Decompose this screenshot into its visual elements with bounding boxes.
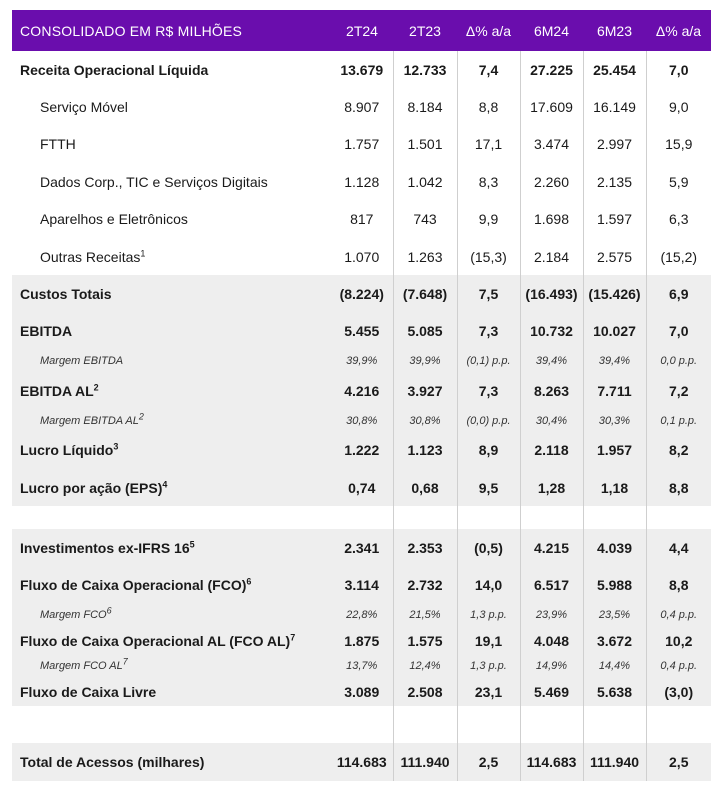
cell: 1,3 p.p. — [457, 604, 520, 626]
cell: 13.679 — [340, 61, 384, 78]
cell: 7,3 — [457, 372, 520, 409]
cell: 0,1 p.p. — [646, 410, 711, 432]
row-margem-fco — [12, 604, 711, 626]
cell: 23,1 — [457, 677, 520, 706]
spacer-cell — [520, 506, 583, 529]
cell: (8.224) — [331, 275, 393, 312]
spacer-cell — [393, 706, 457, 743]
cell: 5.988 — [583, 567, 646, 604]
cell: 1.123 — [393, 432, 457, 469]
row-label: Lucro Líquido$^3$ — [12, 432, 331, 469]
cell: 1.263 — [393, 238, 457, 275]
cell: 12,4% — [393, 655, 457, 677]
cell: 1.597 — [583, 201, 646, 238]
cell: (0,5) — [457, 529, 520, 566]
cell: 1.070 — [344, 248, 380, 265]
cell: 3.089 — [331, 677, 393, 706]
cell: 5.455 — [331, 313, 393, 350]
header-col-2t23: 2T23 — [393, 10, 457, 51]
row-label: Fluxo de Caixa Livre — [12, 677, 331, 706]
header-label: CONSOLIDADO EM R$ MILHÕES — [12, 10, 331, 51]
cell: 8.184 — [393, 88, 457, 125]
row-label: FTTH — [40, 136, 76, 153]
cell: 2.575 — [583, 238, 646, 275]
cell: 8,2 — [646, 432, 711, 469]
row-label: Dados Corp., TIC e Serviços Digitais — [40, 173, 268, 190]
cell: 0,4 p.p. — [646, 604, 711, 626]
spacer-cell — [583, 506, 646, 529]
cell: 39,9% — [393, 350, 457, 372]
cell: 2.260 — [520, 163, 583, 200]
row-label: Margem EBITDA — [12, 350, 331, 372]
cell: 14,4% — [583, 655, 646, 677]
spacer-cell — [520, 706, 583, 743]
cell: 8.263 — [520, 372, 583, 409]
row-label: EBITDA — [12, 313, 331, 350]
cell: 8.907 — [344, 99, 380, 116]
row-label: Custos Totais — [12, 275, 331, 312]
spacer-cell — [646, 706, 711, 743]
cell: 25.454 — [583, 51, 646, 88]
row-dados-corp — [12, 163, 711, 200]
row-label: Serviço Móvel — [40, 99, 128, 116]
cell: 8,8 — [646, 567, 711, 604]
row-label: Margem FCO$^6$ — [12, 604, 331, 626]
cell: 111.940 — [393, 743, 457, 780]
cell: 9,5 — [457, 469, 520, 506]
cell: 7,3 — [457, 313, 520, 350]
cell: 4.215 — [520, 529, 583, 566]
cell: 2.732 — [393, 567, 457, 604]
spacer-row — [12, 706, 711, 743]
cell: 1.757 — [344, 136, 380, 153]
spacer-cell — [583, 706, 646, 743]
cell: 8,8 — [646, 469, 711, 506]
row-label: Margem EBITDA $AL^2$ — [12, 410, 331, 432]
spacer-cell — [457, 506, 520, 529]
cell: 22,8% — [331, 604, 393, 626]
cell: (15.426) — [583, 275, 646, 312]
cell: 39,9% — [331, 350, 393, 372]
spacer-cell — [331, 506, 393, 529]
cell: 7,2 — [646, 372, 711, 409]
cell: 9,0 — [646, 88, 711, 125]
cell: 1,3 p.p. — [457, 655, 520, 677]
cell: 2.997 — [583, 126, 646, 163]
spacer-row — [12, 506, 711, 529]
cell: 2.184 — [520, 238, 583, 275]
cell: 19,1 — [457, 626, 520, 655]
row-investimentos — [12, 529, 711, 566]
cell: 1,18 — [583, 469, 646, 506]
row-fco — [12, 567, 711, 604]
row-label: Lucro por ação (EPS)$^4$ — [12, 469, 331, 506]
row-label: Margem FCO $AL^7$ — [12, 655, 331, 677]
cell: 1.042 — [393, 163, 457, 200]
row-label: Investimentos ex-IFRS $16^5$ — [12, 529, 331, 566]
row-label: Aparelhos e Eletrônicos — [40, 211, 188, 228]
row-label: Fluxo de Caixa Operacional AL (FCO AL)$^7$ — [12, 626, 331, 655]
cell: 3.114 — [331, 567, 393, 604]
cell: 10.732 — [520, 313, 583, 350]
cell: 8,9 — [457, 432, 520, 469]
cell: 14,9% — [520, 655, 583, 677]
cell: 13,7% — [331, 655, 393, 677]
cell: 2.118 — [520, 432, 583, 469]
cell: 30,3% — [583, 410, 646, 432]
cell: 114.683 — [520, 743, 583, 780]
cell: 4,4 — [646, 529, 711, 566]
cell: 1.575 — [393, 626, 457, 655]
cell: 21,5% — [393, 604, 457, 626]
cell: 1.957 — [583, 432, 646, 469]
header-col-2t24: 2T24 — [331, 10, 393, 51]
cell: 12.733 — [393, 51, 457, 88]
cell: 7,4 — [457, 51, 520, 88]
cell: 111.940 — [583, 743, 646, 780]
row-outras-receitas — [12, 238, 711, 275]
header-col-delta-q: Δ% a/a — [457, 10, 520, 51]
row-margem-fco-al — [12, 655, 711, 677]
row-custos-totais — [12, 275, 711, 312]
cell: 7,5 — [457, 275, 520, 312]
row-ftth — [12, 126, 711, 163]
cell: 6,9 — [646, 275, 711, 312]
financial-table — [12, 10, 711, 781]
row-margem-ebitda — [12, 350, 711, 372]
cell: 0,68 — [393, 469, 457, 506]
cell: 4.039 — [583, 529, 646, 566]
row-ebitda — [12, 313, 711, 350]
header-col-6m23: 6M23 — [583, 10, 646, 51]
cell: 3.672 — [583, 626, 646, 655]
cell: (3,0) — [646, 677, 711, 706]
cell: 10.027 — [583, 313, 646, 350]
cell: 4.216 — [331, 372, 393, 409]
row-label: Fluxo de Caixa Operacional (FCO)$^6$ — [12, 567, 331, 604]
cell: (16.493) — [520, 275, 583, 312]
row-lucro-por-acao — [12, 469, 711, 506]
cell: (15,2) — [646, 238, 711, 275]
cell: (15,3) — [457, 238, 520, 275]
table-header-row — [12, 10, 711, 51]
cell: 23,9% — [520, 604, 583, 626]
cell: 9,9 — [457, 201, 520, 238]
cell: 1.128 — [344, 173, 380, 190]
cell: (7.648) — [393, 275, 457, 312]
row-lucro-liquido — [12, 432, 711, 469]
row-fco-al — [12, 626, 711, 655]
row-label: EBITDA $AL^2$ — [12, 372, 331, 409]
row-total-acessos — [12, 743, 711, 780]
cell: 23,5% — [583, 604, 646, 626]
cell: 39,4% — [583, 350, 646, 372]
cell: (0,1) p.p. — [457, 350, 520, 372]
cell: 2,5 — [646, 743, 711, 780]
row-margem-ebitda-al — [12, 410, 711, 432]
cell: 5.469 — [520, 677, 583, 706]
cell: 4.048 — [520, 626, 583, 655]
cell: 7.711 — [583, 372, 646, 409]
cell: 743 — [393, 201, 457, 238]
cell: 817 — [350, 211, 374, 228]
header-col-6m24: 6M24 — [520, 10, 583, 51]
spacer-cell — [12, 706, 331, 743]
cell: 30,8% — [393, 410, 457, 432]
row-label: Outras Receitas$^1$ — [40, 247, 146, 265]
cell: 16.149 — [583, 88, 646, 125]
cell: 2.508 — [393, 677, 457, 706]
cell: 0,74 — [331, 469, 393, 506]
cell: 27.225 — [520, 51, 583, 88]
cell: 5,9 — [646, 163, 711, 200]
cell: 7,0 — [646, 313, 711, 350]
cell: 1.698 — [520, 201, 583, 238]
cell: 39,4% — [520, 350, 583, 372]
cell: 5.638 — [583, 677, 646, 706]
cell: 30,8% — [331, 410, 393, 432]
cell: 10,2 — [646, 626, 711, 655]
cell: 7,0 — [646, 51, 711, 88]
cell: 2.135 — [583, 163, 646, 200]
row-fluxo-caixa-livre — [12, 677, 711, 706]
cell: 30,4% — [520, 410, 583, 432]
row-servico-movel — [12, 88, 711, 125]
cell: 6,3 — [646, 201, 711, 238]
cell: 2.353 — [393, 529, 457, 566]
cell: 14,0 — [457, 567, 520, 604]
cell: (0,0) p.p. — [457, 410, 520, 432]
cell: 8,8 — [457, 88, 520, 125]
header-col-delta-h: Δ% a/a — [646, 10, 711, 51]
cell: 15,9 — [646, 126, 711, 163]
cell: 1.875 — [331, 626, 393, 655]
cell: 1,28 — [520, 469, 583, 506]
row-aparelhos — [12, 201, 711, 238]
row-label: Receita Operacional Líquida — [20, 61, 209, 78]
cell: 0,0 p.p. — [646, 350, 711, 372]
spacer-cell — [12, 506, 331, 529]
row-ebitda-al — [12, 372, 711, 409]
spacer-cell — [646, 506, 711, 529]
cell: 114.683 — [331, 743, 393, 780]
spacer-cell — [331, 706, 393, 743]
cell: 17,1 — [457, 126, 520, 163]
cell: 1.501 — [393, 126, 457, 163]
spacer-cell — [393, 506, 457, 529]
cell: 1.222 — [331, 432, 393, 469]
row-label: Total de Acessos (milhares) — [12, 743, 331, 780]
spacer-cell — [457, 706, 520, 743]
cell: 0,4 p.p. — [646, 655, 711, 677]
cell: 2.341 — [331, 529, 393, 566]
cell: 3.927 — [393, 372, 457, 409]
cell: 17.609 — [520, 88, 583, 125]
row-receita-liquida — [12, 51, 711, 88]
cell: 3.474 — [520, 126, 583, 163]
cell: 8,3 — [457, 163, 520, 200]
cell: 6.517 — [520, 567, 583, 604]
cell: 2,5 — [457, 743, 520, 780]
cell: 5.085 — [393, 313, 457, 350]
